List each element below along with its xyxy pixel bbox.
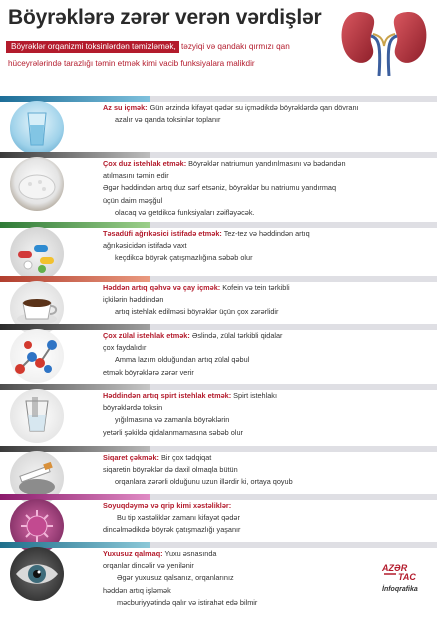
habit-line: orqanlar dincəlir və yenilənir <box>103 561 194 571</box>
page-title: Böyrəklərə zərər verən vərdişlər <box>8 6 322 29</box>
azertac-logo <box>378 560 430 596</box>
alcohol-glass-icon <box>10 389 64 443</box>
subtitle-line-2: hüceyrələrində tarazlığı təmin etmək kimi vacib funksiyalara malikdir <box>8 59 255 68</box>
habit-line: olacaq və getdikcə funksiyaları zəifləyəcək. <box>115 207 255 217</box>
habit-heading: Təsadüfi ağrıkəsici istifadə etmək: <box>103 229 222 238</box>
habit-line: Yuxu əsnasında <box>162 549 217 558</box>
habit-line: keçdikcə böyrək çatışmazlığına səbəb olur <box>115 253 253 263</box>
habit-line: Böyrəklər natriumun yandırılmasını və bədəndən <box>186 159 346 168</box>
habit-heading: Həddən artıq qəhvə və çay içmək: <box>103 283 221 292</box>
habit-heading: Həddindən artıq spirt istehlak etmək: <box>103 391 232 400</box>
habit-heading: Az su içmək: <box>103 103 148 112</box>
habit-line: böyrəklərdə toksin <box>103 403 163 413</box>
habit-heading: Soyuqdəymə və qrip kimi xəstəliklər: <box>103 501 232 510</box>
habit-line: həddən artıq işləmək <box>103 585 171 595</box>
water-glass-icon <box>10 101 64 155</box>
habit-heading: Siqaret çəkmək: <box>103 453 159 462</box>
habit-line: üçün daim məşğul <box>103 195 163 205</box>
habit-line: Amma lazım olduğundan artıq zülal qəbul <box>115 355 250 365</box>
salt-icon <box>10 157 64 211</box>
habit-heading: Çox duz istehlak etmək: <box>103 159 187 168</box>
habit-line: Spirt istehlakı <box>231 391 277 400</box>
habit-line: etmək böyrəklərə zərər verir <box>103 367 194 377</box>
habit-heading: Yuxusuz qalmaq: <box>103 549 163 558</box>
habit-line: dincəlmədikdə böyrək çatışmazlığı yaşanır <box>103 525 241 535</box>
eye-icon <box>10 547 64 601</box>
habit-line: Tez-tez və həddindən artıq <box>221 229 310 238</box>
subtitle-line-1 <box>6 42 290 51</box>
logo-line-3: İnfoqrafika <box>382 586 418 593</box>
habit-line: Əslində, zülal tərkibli qidalar <box>189 331 283 340</box>
subtitle-rest: təzyiqi və qandakı qırmızı qan <box>178 42 290 51</box>
habit-line: azalır və qanda toksinlər toplanır <box>115 115 221 125</box>
habit-line: içkilərin həddindən <box>103 295 164 305</box>
kidneys-icon <box>337 6 431 76</box>
habit-line: çox faydalıdır <box>103 343 147 353</box>
habit-line: orqanlara zərərli olduğunu uzun illərdir ki, ortaya qoyub <box>115 477 293 487</box>
habit-line: Bir çox tədqiqat <box>158 453 212 462</box>
habit-heading: Çox zülal istehlak etmək: <box>103 331 190 340</box>
habit-row-salt <box>0 148 437 218</box>
habit-line: artıq istehlak edilməsi böyrəklər üçün çox zərərlidir <box>115 307 279 317</box>
habit-row-sleep <box>0 538 437 608</box>
habit-line: Gün ərzində kifayət qədər su içmədikdə böyrəklərdə qan dövranı <box>147 103 359 112</box>
logo-line-2: TAC <box>398 572 416 582</box>
protein-molecule-icon <box>10 329 64 383</box>
habit-line: ağrıkəsicidən istifadə vaxt <box>103 241 187 251</box>
habit-line: məcburiyyətində qalır və istirahət edə bilmir <box>117 597 258 607</box>
habit-line: atılmasını təmin edir <box>103 171 169 181</box>
habit-line: Əgər yuxusuz qalsanız, orqanlarınız <box>117 573 234 583</box>
habit-line: yığılmasına və zamanla böyrəklərin <box>115 415 230 425</box>
subtitle-highlight: Böyrəklər orqanizmi toksinlərdən təmizləmək, <box>6 41 179 53</box>
habit-line: Əgər həddindən artıq duz sərf etsəniz, böyrəklər bu natriumu yandırmaq <box>103 183 337 193</box>
habit-line: siqaretin böyrəklər də daxil olmaqla bütün <box>103 465 238 475</box>
habit-row-alcohol <box>0 380 437 450</box>
habit-line: Bu tip xəstəliklər zamanı kifayət qədər <box>117 513 240 523</box>
habit-line: yetərli şəkildə qidalanmamasına səbəb olur <box>103 427 243 437</box>
logo-line-1: AZƏR <box>382 563 408 573</box>
habit-line: Kofein və tein tərkibli <box>220 283 290 292</box>
